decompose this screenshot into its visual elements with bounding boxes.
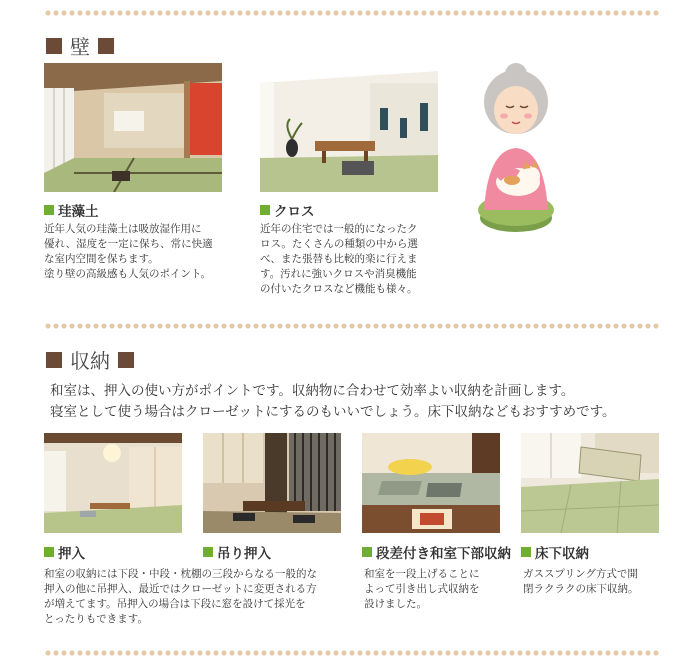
desc-line: 和室を一段上げることに [364, 568, 480, 580]
storage-intro [50, 381, 670, 423]
grandma-with-cat-illustration [468, 60, 564, 236]
storage-caption-tsuri-oshiire [203, 542, 271, 562]
wall-photo-keisodo [44, 63, 222, 192]
caption-text: 押入 [58, 546, 85, 562]
desc-line: す。汚れに強いクロスや消臭機能 [260, 268, 417, 280]
storage-photo-tsuri-oshiire [203, 433, 341, 533]
wall-title: 壁 [70, 35, 90, 59]
desc-line: な室内空間を保ちます。 [44, 253, 159, 265]
wall-caption-keisodo [44, 200, 99, 220]
storage-section-title [46, 345, 134, 374]
desc-line: 近年人気の珪藻土は吸放湿作用に [44, 223, 202, 235]
wall-caption-cloth [260, 200, 315, 220]
middle-divider [44, 323, 660, 329]
desc-line: ガススプリング方式で開 [523, 568, 638, 580]
desc-line: 設けました。 [364, 598, 427, 610]
wall-desc-keisodo [44, 222, 244, 282]
storage-caption-oshiire [44, 542, 85, 562]
wall-photo-cloth [260, 63, 438, 192]
desc-line: 和室の収納には下段・中段・枕棚の三段からなる一般的な [44, 568, 317, 580]
green-square-icon [203, 547, 213, 557]
storage-photo-underfloor [521, 433, 659, 533]
caption-text: クロス [274, 204, 315, 220]
desc-line: 塗り壁の高級感も人気のポイント。 [44, 268, 212, 280]
brown-square-icon [118, 352, 134, 368]
brown-square-icon [46, 38, 62, 54]
desc-line: よって引き出し式収納を [364, 583, 480, 595]
caption-text: 段差付き和室下部収納 [376, 546, 511, 562]
desc-line: べ、また張替も比較的楽に行えま [260, 253, 418, 265]
intro-line: 和室は、押入の使い方がポイントです。収納物に合わせて効率よい収納を計画します。 [50, 383, 575, 399]
caption-text: 珪藻土 [58, 204, 99, 220]
desc-line: が増えてます。吊押入の場合は下段に窓を設けて採光を [44, 598, 306, 610]
green-square-icon [362, 547, 372, 557]
desc-line: 閉ラクラクの床下収納。 [523, 583, 639, 595]
storage-title: 収納 [70, 349, 110, 373]
desc-line: 優れ、湿度を一定に保ち、常に快適 [44, 238, 213, 250]
green-square-icon [521, 547, 531, 557]
storage-caption-underfloor [521, 542, 589, 562]
storage-photo-oshiire [44, 433, 182, 533]
brown-square-icon [98, 38, 114, 54]
desc-line: ロス。たくさんの種類の中から選 [260, 238, 418, 250]
storage-photo-raised-floor [362, 433, 500, 533]
desc-line: とったりもできます。 [44, 613, 148, 625]
desc-line: 近年の住宅では一般的になったク [260, 223, 418, 235]
top-divider [44, 10, 660, 16]
desc-line: の付いたクロスなど機能も様々。 [260, 283, 418, 295]
bottom-divider [44, 650, 660, 656]
storage-desc-oshiire [44, 567, 354, 627]
storage-desc-underfloor [523, 567, 673, 597]
intro-line: 寝室として使う場合はクローゼットにするのもいいでしょう。床下収納などもおすすめです。 [50, 404, 616, 420]
desc-line: 押入の他に吊押入、最近ではクローゼットに変更される方 [44, 583, 317, 595]
brown-square-icon [46, 352, 62, 368]
green-square-icon [44, 205, 54, 215]
storage-caption-raised-floor [362, 542, 511, 562]
wall-section-title [46, 31, 114, 60]
wall-desc-cloth [260, 222, 460, 297]
caption-text: 床下収納 [535, 546, 589, 562]
caption-text: 吊り押入 [217, 546, 271, 562]
green-square-icon [44, 547, 54, 557]
storage-desc-raised-floor [364, 567, 514, 612]
green-square-icon [260, 205, 270, 215]
